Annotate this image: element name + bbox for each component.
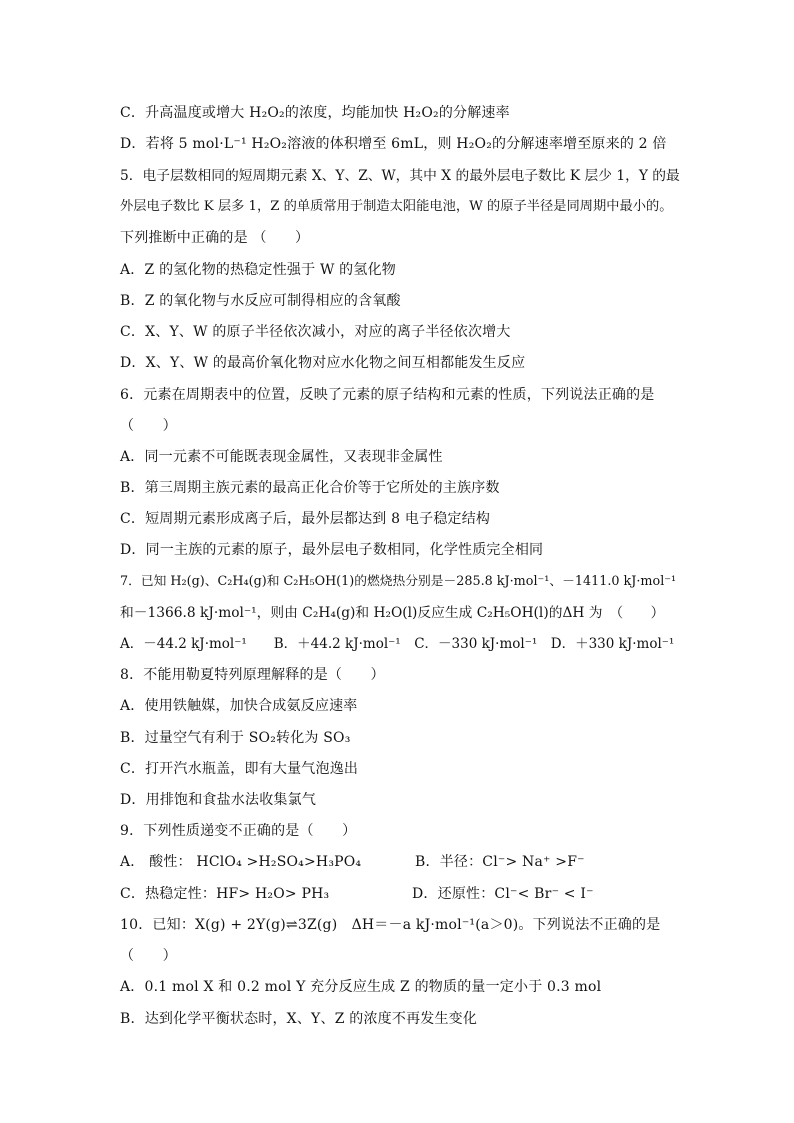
option-line: D．用排饱和食盐水法收集氯气 <box>120 792 317 808</box>
question-9-stem: 9．下列性质递变不正确的是（ ） <box>120 823 357 839</box>
option-line: A．使用铁触媒，加快合成氨反应速率 <box>120 698 358 714</box>
q9-options-row-2 <box>120 884 680 904</box>
question-8-stem: 8．不能用勒夏特列原理解释的是（ ） <box>120 667 385 683</box>
question-10-stem: 10．已知：X(g) + 2Y(g)⇌3Z(g) ΔH＝－a kJ·mol⁻¹(a＞0)。下列说法不正确的是 <box>120 917 661 933</box>
option-line: A．同一元素不可能既表现金属性，又表现非金属性 <box>120 449 443 465</box>
option-line: D．同一主族的元素的原子，最外层电子数相同，化学性质完全相同 <box>120 542 544 558</box>
option-line: B．第三周期主族元素的最高正化合价等于它所处的主族序数 <box>120 480 500 496</box>
question-7-stem: 7．已知 H₂(g)、C₂H₄(g)和 C₂H₅OH(1)的燃烧热分别是－285.8 kJ·mol⁻¹、－1411.0 kJ·mol⁻¹ <box>120 574 677 589</box>
option-line: B．过量空气有利于 SO₂转化为 SO₃ <box>120 730 351 746</box>
q9-options-row-1 <box>120 852 680 872</box>
text-line: D．若将 5 mol·L⁻¹ H₂O₂溶液的体积增至 6mL，则 H₂O₂的分解速率增至原来的 2 倍 <box>120 136 667 152</box>
q9-option-c: C．热稳定性：HF> H₂O> PH₃ <box>120 886 330 902</box>
text-line: （ ） <box>120 418 177 434</box>
option-line: A．0.1 mol X 和 0.2 mol Y 充分反应生成 Z 的物质的量一定小于 0.3 mol <box>120 979 602 995</box>
question-6-stem: 6．元素在周期表中的位置，反映了元素的原子结构和元素的性质，下列说法正确的是 <box>120 387 655 403</box>
q9-option-a: A． 酸性： HClO₄ >H₂SO₄>H₃PO₄ <box>120 854 362 870</box>
option-line: B．Z 的氧化物与水反应可制得相应的含氧酸 <box>120 293 401 309</box>
question-5-stem: 5．电子层数相同的短周期元素 X、Y、Z、W，其中 X 的最外层电子数比 K 层少 1，Y 的最 <box>120 168 680 184</box>
option-line: C．短周期元素形成离子后，最外层都达到 8 电子稳定结构 <box>120 511 491 527</box>
option-line: B．达到化学平衡状态时，X、Y、Z 的浓度不再发生变化 <box>120 1011 478 1027</box>
option-line: C．打开汽水瓶盖，即有大量气泡逸出 <box>120 761 359 777</box>
text-line: C．升高温度或增大 H₂O₂的浓度，均能加快 H₂O₂的分解速率 <box>120 105 510 121</box>
q9-option-b: B．半径：Cl⁻> Na⁺ >F⁻ <box>415 854 585 870</box>
text-line: （ ） <box>120 948 177 964</box>
option-line: C．X、Y、W 的原子半径依次减小，对应的离子半径依次增大 <box>120 324 511 340</box>
text-line: 和－1366.8 kJ·mol⁻¹，则由 C₂H₄(g)和 H₂O(l)反应生成 C₂H₅OH(l)的ΔH 为 （ ） <box>120 605 665 621</box>
text-line: 下列推断中正确的是 （ ） <box>120 230 310 246</box>
option-line: A．－44.2 kJ·mol⁻¹ B．＋44.2 kJ·mol⁻¹ C．－330 kJ·mol⁻¹ D．＋330 kJ·mol⁻¹ <box>120 636 675 652</box>
text-line: 外层电子数比 K 层多 1，Z 的单质常用于制造太阳能电池，W 的原子半径是同周期中最小的。 <box>120 199 673 214</box>
option-line: D．X、Y、W 的最高价氧化物对应水化物之间互相都能发生反应 <box>120 355 526 371</box>
option-line: A．Z 的氢化物的热稳定性强于 W 的氢化物 <box>120 262 396 278</box>
q9-option-d: D．还原性：Cl⁻< Br⁻ < I⁻ <box>412 886 594 902</box>
